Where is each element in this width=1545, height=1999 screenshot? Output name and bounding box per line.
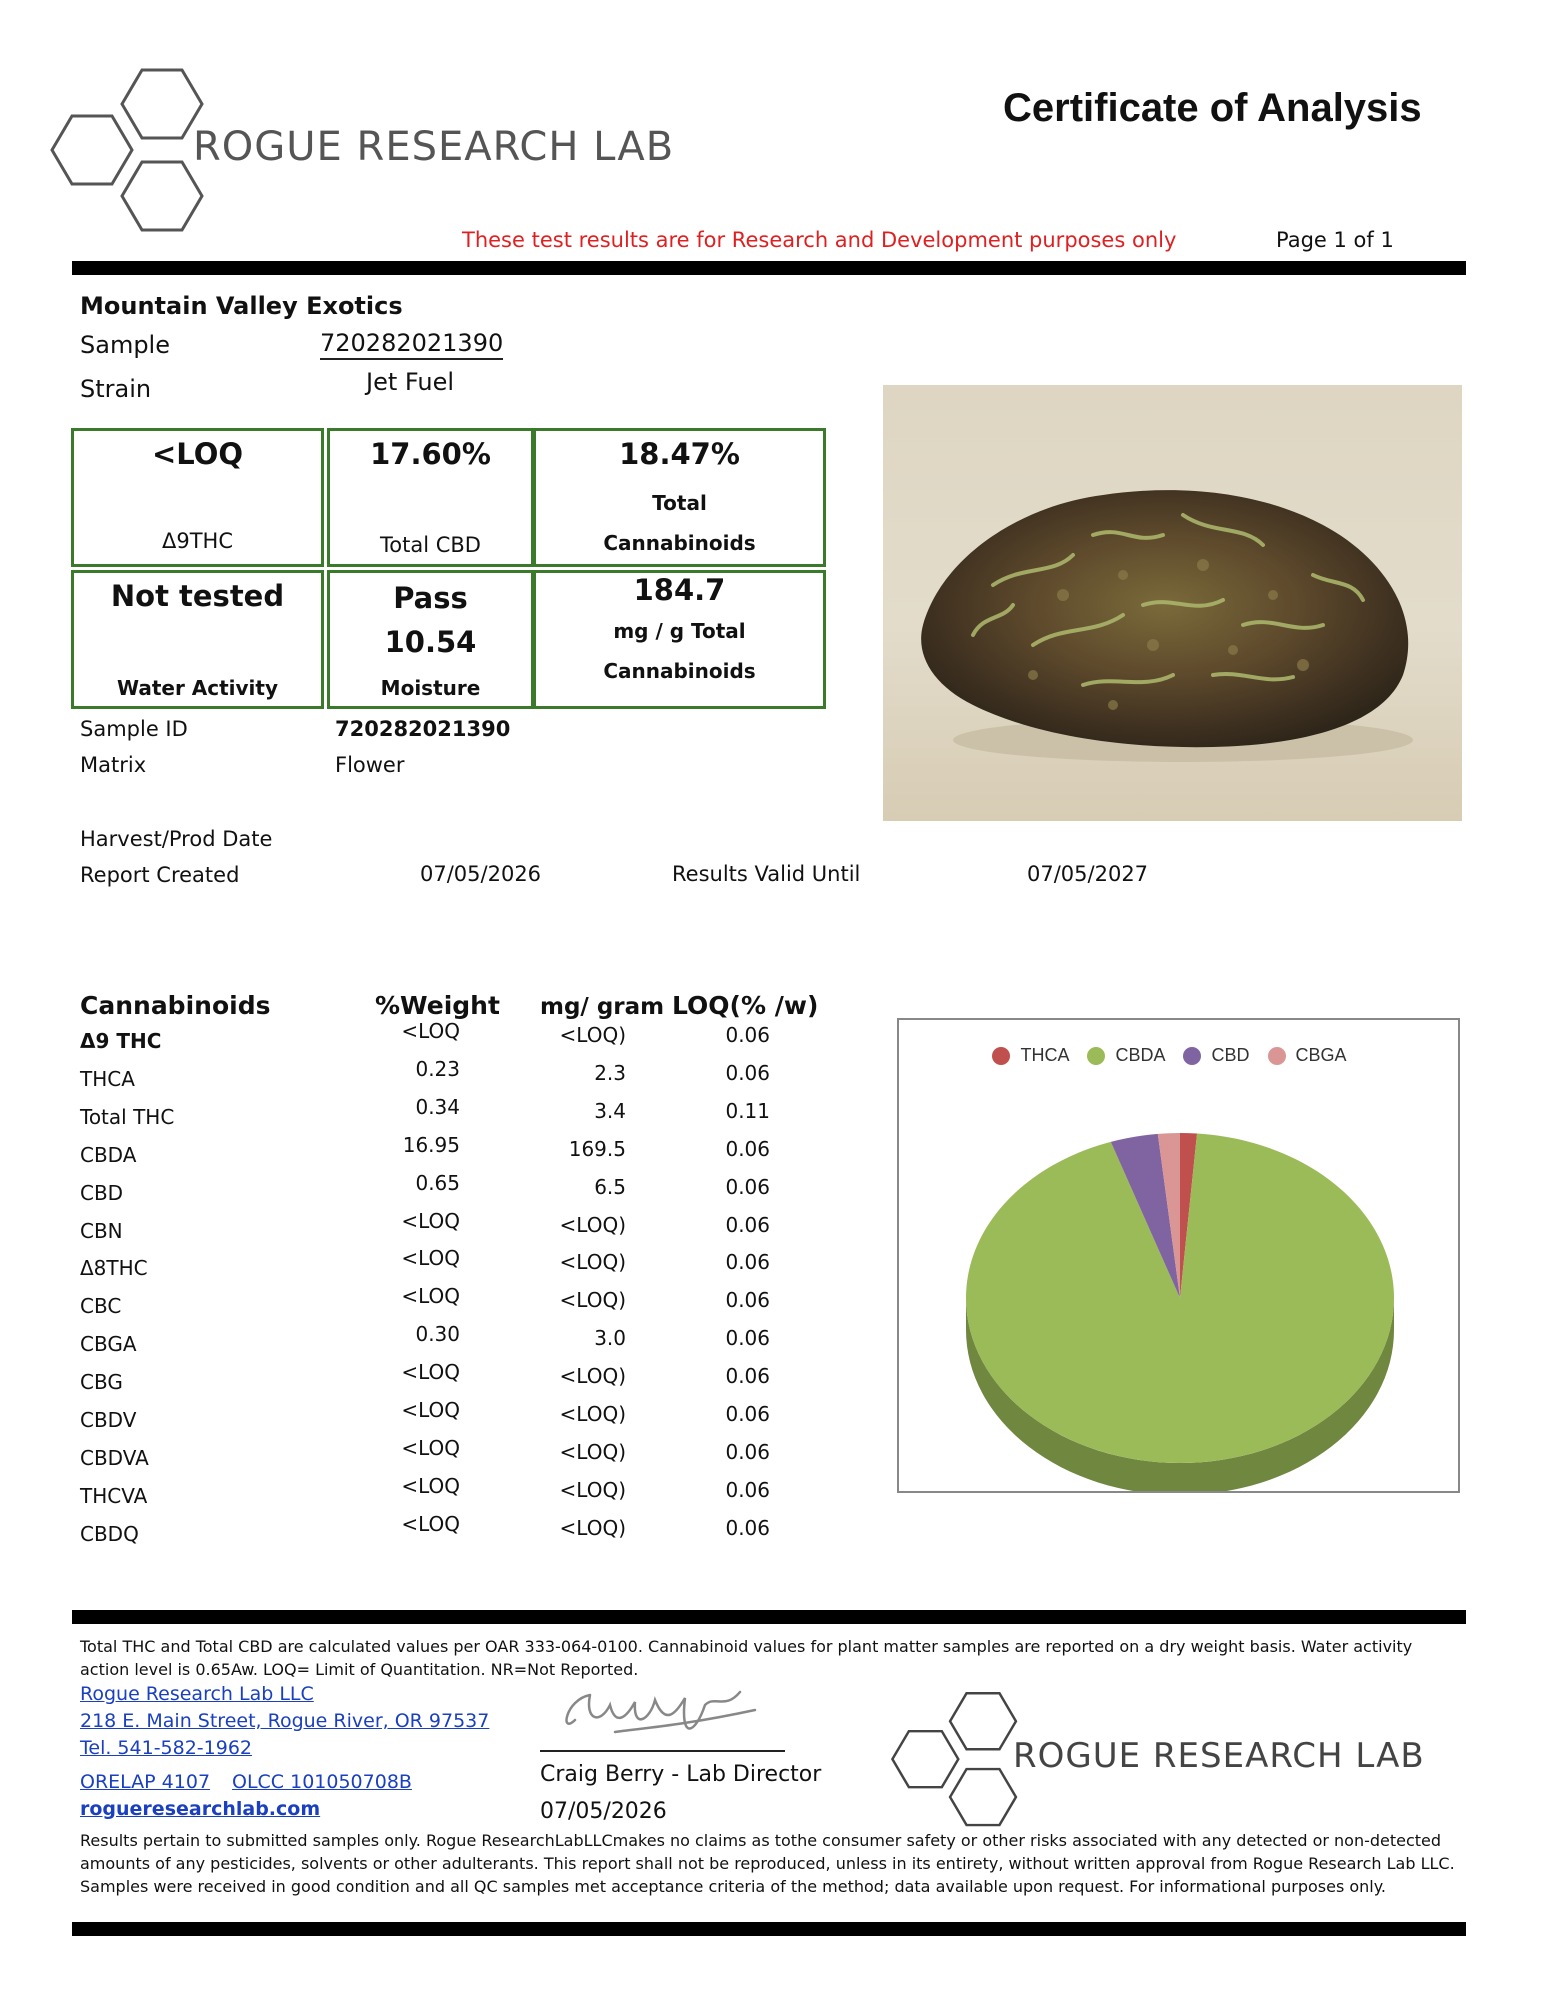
table-row-loq: 0.06 xyxy=(725,1364,770,1389)
hexagon-logo-icon xyxy=(48,66,208,236)
moisture-box xyxy=(327,570,534,709)
table-header-loq: LOQ(% /w) xyxy=(672,991,819,1020)
table-row-name: CBDQ xyxy=(80,1521,139,1546)
table-row-name: CBD xyxy=(80,1180,124,1205)
strain-value: Jet Fuel xyxy=(366,368,455,396)
total-cbd-value: 17.60% xyxy=(370,437,491,471)
table-row-mg: <LOQ) xyxy=(559,1250,626,1275)
table-row-weight: 0.23 xyxy=(415,1056,460,1081)
moisture-pass: Pass xyxy=(393,581,468,615)
d9thc-box xyxy=(71,428,324,567)
footer-logo xyxy=(885,1690,1455,1830)
harvest-date-label: Harvest/Prod Date xyxy=(80,827,273,851)
table-row-loq: 0.06 xyxy=(725,1288,770,1313)
sample-label: Sample xyxy=(80,331,170,359)
footer-logo-text: ROGUE RESEARCH LAB xyxy=(1013,1736,1425,1776)
table-row-weight: <LOQ xyxy=(401,1511,460,1536)
table-header-mg: mg/ gram xyxy=(540,994,665,1020)
bottom-divider xyxy=(72,1922,1466,1936)
valid-until-value: 07/05/2027 xyxy=(1027,862,1149,886)
table-row-mg: <LOQ) xyxy=(559,1212,626,1237)
table-row-name: CBGA xyxy=(80,1332,137,1357)
table-row-mg: 3.4 xyxy=(594,1098,626,1123)
table-header-weight: %Weight xyxy=(375,991,500,1020)
sign-date: 07/05/2026 xyxy=(540,1799,667,1824)
valid-until-label: Results Valid Until xyxy=(672,862,861,886)
rd-notice: These test results are for Research and Development purposes only xyxy=(462,228,1177,252)
table-row-weight: <LOQ xyxy=(401,1208,460,1233)
mg-total-label-1: mg / g Total xyxy=(613,619,746,643)
mg-total-value: 184.7 xyxy=(633,573,726,607)
d9thc-value: <LOQ xyxy=(151,437,244,471)
pie-chart xyxy=(899,1020,1458,1491)
table-row-loq: 0.06 xyxy=(725,1250,770,1275)
page-title: Certificate of Analysis xyxy=(1003,86,1422,130)
lab-address-link[interactable]: 218 E. Main Street, Rogue River, OR 97537 xyxy=(80,1710,490,1732)
water-activity-box xyxy=(71,570,324,709)
table-row-weight: <LOQ xyxy=(401,1360,460,1385)
flower-bud-image xyxy=(883,385,1462,821)
table-row-name: THCVA xyxy=(80,1483,148,1508)
table-row-mg: <LOQ) xyxy=(559,1364,626,1389)
table-row-loq: 0.06 xyxy=(725,1212,770,1237)
lab-phone-link[interactable]: Tel. 541-582-1962 xyxy=(80,1737,253,1759)
mg-total-box xyxy=(533,570,826,709)
table-row-weight: 0.30 xyxy=(415,1322,460,1347)
page-number: Page 1 of 1 xyxy=(1276,228,1394,252)
header-divider xyxy=(72,261,1466,275)
table-row-weight: <LOQ xyxy=(401,1473,460,1498)
table-row-name: THCA xyxy=(80,1066,135,1091)
olcc-link[interactable]: OLCC 101050708B xyxy=(232,1771,412,1793)
moisture-value: 10.54 xyxy=(384,625,477,659)
table-row-mg: <LOQ) xyxy=(559,1477,626,1502)
table-row-name: CBDV xyxy=(80,1408,137,1432)
table-row-mg: 2.3 xyxy=(594,1060,626,1085)
signer-name: Craig Berry - Lab Director xyxy=(540,1762,822,1787)
table-row-loq: 0.06 xyxy=(725,1477,770,1502)
total-cannabinoids-value: 18.47% xyxy=(619,437,740,471)
pie-chart-frame xyxy=(897,1018,1460,1493)
moisture-label: Moisture xyxy=(380,676,481,700)
table-header-cannabinoids: Cannabinoids xyxy=(80,991,271,1020)
client-name: Mountain Valley Exotics xyxy=(80,292,403,320)
table-row-loq: 0.06 xyxy=(725,1402,770,1426)
sample-id-label: Sample ID xyxy=(80,717,188,741)
report-created-value: 07/05/2026 xyxy=(420,862,542,886)
logo-text: ROGUE RESEARCH LAB xyxy=(193,124,675,170)
total-cannabinoids-label-1: Total xyxy=(652,491,707,515)
mg-total-label-2: Cannabinoids xyxy=(603,659,756,683)
sample-id-value: 720282021390 xyxy=(335,717,511,741)
signature-line xyxy=(540,1750,785,1752)
table-row-weight: 16.95 xyxy=(402,1132,460,1157)
table-row-loq: 0.11 xyxy=(725,1098,770,1123)
table-row-loq: 0.06 xyxy=(725,1023,770,1047)
total-cannabinoids-box xyxy=(533,428,826,567)
d9thc-label: Δ9THC xyxy=(161,529,233,553)
total-cbd-box xyxy=(327,428,534,567)
table-row-loq: 0.06 xyxy=(725,1515,770,1540)
report-created-label: Report Created xyxy=(80,863,240,887)
footer-note: Total THC and Total CBD are calculated values per OAR 333-064-0100. Cannabinoid values for plant matter samples are reported on a dry weight basis. Water activity action level is 0.65Aw. LOQ= Limit of Quantitation. NR=Not Reported. xyxy=(80,1637,1413,1679)
footer-disclaimer: Results pertain to submitted samples only. Rogue ResearchLabLLCmakes no claims as tothe consumer safety or other risks associated with any detected or non-detected amounts of any pesticides, solvents or other adulterants. This report shall not be reproduced, unless in its entirety, without written approval from Rogue Research Lab LLC. Samples were received in good condition and all QC samples met acceptance criteria of the method; data available upon request. For informational purposes only. xyxy=(80,1831,1455,1896)
hexagon-logo-icon xyxy=(885,1690,1025,1830)
table-row-weight: <LOQ xyxy=(401,1246,460,1271)
table-row-weight: <LOQ xyxy=(401,1019,460,1043)
table-row-mg: 3.0 xyxy=(594,1326,626,1351)
table-row-weight: 0.34 xyxy=(415,1094,460,1119)
strain-label: Strain xyxy=(80,375,152,403)
website-link[interactable]: rogueresearchlab.com xyxy=(80,1798,321,1820)
total-cannabinoids-label-2: Cannabinoids xyxy=(603,531,756,555)
table-row-name: Δ9 THC xyxy=(80,1029,162,1053)
table-row-loq: 0.06 xyxy=(725,1174,770,1199)
table-row-weight: <LOQ xyxy=(401,1284,460,1309)
footer-divider xyxy=(72,1610,1466,1624)
table-row-name: CBDVA xyxy=(80,1445,149,1470)
table-row-mg: <LOQ) xyxy=(559,1023,626,1047)
table-row-loq: 0.06 xyxy=(725,1439,770,1464)
table-row-weight: <LOQ xyxy=(401,1398,460,1422)
table-row-name: Δ8THC xyxy=(80,1256,148,1281)
table-row-mg: 169.5 xyxy=(568,1136,626,1161)
matrix-value: Flower xyxy=(335,753,405,777)
legend-label: CBD xyxy=(1211,1045,1250,1065)
table-row-mg: <LOQ) xyxy=(559,1515,626,1540)
table-row-mg: <LOQ) xyxy=(559,1288,626,1313)
header-logo xyxy=(48,66,675,236)
orelap-link[interactable]: ORELAP 4107 xyxy=(80,1771,211,1793)
table-row-loq: 0.06 xyxy=(725,1326,770,1351)
legend-label: CBGA xyxy=(1295,1045,1347,1065)
lab-name-link[interactable]: Rogue Research Lab LLC xyxy=(80,1683,314,1705)
table-row-mg: <LOQ) xyxy=(559,1402,626,1426)
table-row-loq: 0.06 xyxy=(725,1136,770,1161)
table-row-mg: 6.5 xyxy=(594,1174,626,1199)
sample-value: 720282021390 xyxy=(320,329,503,360)
sample-photo xyxy=(883,385,1462,821)
water-activity-value: Not tested xyxy=(110,579,285,613)
table-row-name: CBG xyxy=(80,1370,123,1395)
table-row-name: CBDA xyxy=(80,1142,137,1167)
signature-icon xyxy=(555,1680,775,1750)
water-activity-label: Water Activity xyxy=(116,676,279,700)
table-row-name: Total THC xyxy=(80,1104,175,1129)
table-row-mg: <LOQ) xyxy=(559,1439,626,1464)
table-row-loq: 0.06 xyxy=(725,1060,770,1085)
matrix-label: Matrix xyxy=(80,753,147,777)
table-row-weight: <LOQ xyxy=(401,1435,460,1460)
legend-label: THCA xyxy=(1020,1045,1070,1065)
table-row-weight: 0.65 xyxy=(415,1170,460,1195)
total-cbd-label: Total CBD xyxy=(380,533,481,557)
table-row-name: CBC xyxy=(80,1294,122,1319)
table-row-name: CBN xyxy=(80,1218,123,1243)
legend-label: CBDA xyxy=(1115,1045,1166,1065)
